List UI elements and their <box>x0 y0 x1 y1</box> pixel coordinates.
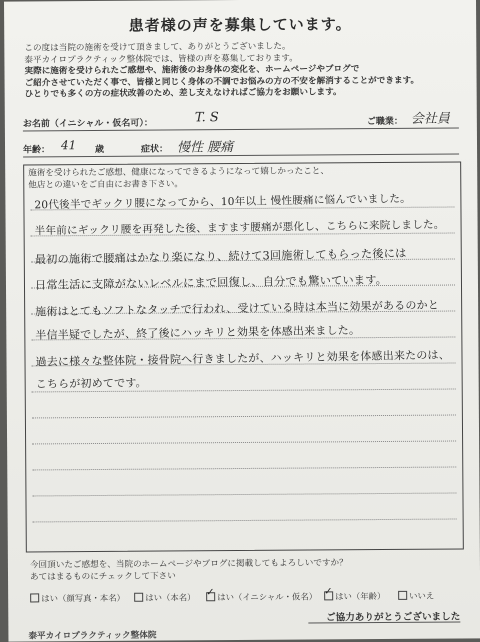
option-label: はい（本名） <box>145 592 196 603</box>
symptom-value: 慢性 腰痛 <box>176 140 234 156</box>
intro-line: ご紹介させていただく事で、皆様と同じく身体の不調でお悩みの方の不安を解消することができます。 <box>24 75 420 89</box>
intro-line: この度は当院の施術を受けて頂きまして、ありがとうございました。 <box>24 41 291 54</box>
age-unit: 歳 <box>95 144 105 156</box>
option-label: はい（イニシャル・仮名） <box>217 591 318 603</box>
ruled-line <box>32 441 456 445</box>
handwritten-line: こちらが初めてです。 <box>35 376 147 391</box>
intro-line: ひとりでも多くの方の症状改善のため、差し支えなければご協力をお願いします。 <box>24 87 342 100</box>
occupation-label: ご職業： <box>366 116 403 128</box>
handwritten-line: 半信半疑でしたが、終了後にハッキリと効果を体感出来ました。 <box>35 323 361 342</box>
age-value: 41 <box>60 138 77 153</box>
option-age[interactable] <box>324 590 385 602</box>
comment-box <box>23 161 464 552</box>
survey-sheet <box>4 0 480 642</box>
ruled-line <box>32 493 456 497</box>
handwritten-line: 20代後半でギックリ腰になってから、10年以上 慢性腰痛に悩んでいました。 <box>34 192 412 212</box>
consent-line: 今回頂いたご感想を、当院のホームページやブログに掲載してもよろしいですか？ <box>29 558 348 571</box>
checkbox[interactable] <box>30 593 39 602</box>
occupation-value: 会社員 <box>410 111 450 127</box>
age-label: 年齢： <box>23 145 51 156</box>
handwritten-line: 日常生活に支障がないレベルにまで回復し、自分でも驚いています。 <box>34 273 388 292</box>
intro-line: 実際に施術を受けられたご感想や、施術後のお身体の変化を、ホームページやブログで <box>24 64 360 77</box>
ruled-line <box>32 415 456 419</box>
option-no[interactable] <box>398 590 434 602</box>
name-label: お名前（イニシャル・仮名可）： <box>22 118 153 130</box>
checkbox-checked[interactable] <box>324 591 333 600</box>
thanks-text: ご協力ありがとうございました <box>325 611 461 624</box>
comment-prompt-line: 施術を受けられたご感想、健康になってできるようになって嬉しかったこと、 <box>28 166 330 179</box>
option-initial[interactable] <box>206 590 317 603</box>
footer-clinic-name: 泰平カイロプラクティック整体院 <box>28 630 157 642</box>
thanks-underline <box>308 621 460 623</box>
page-title: 患者様の声を募集しています。 <box>128 15 352 35</box>
age-underline <box>23 153 459 157</box>
checkbox-checked[interactable] <box>206 592 215 601</box>
handwritten-line: 過去に様々な整体院・接骨院へ行きましたが、ハッキリと効果を体感出来たのは、 <box>35 348 450 369</box>
name-value: T. S <box>194 110 219 126</box>
handwritten-line: 最初の施術で腰痛はかなり楽になり、続けて3回施術してもらった後には <box>34 246 407 267</box>
option-label: はい（顔写真・本名） <box>41 592 125 604</box>
name-row <box>23 110 459 131</box>
ruled-line <box>32 467 456 471</box>
option-photo-realname[interactable] <box>30 592 125 605</box>
option-realname[interactable] <box>134 591 195 603</box>
intro-line: 泰平カイロプラクティック整体院では、皆様の声を募集しております。 <box>24 53 298 66</box>
option-label: はい（年齢） <box>335 590 386 602</box>
handwritten-line: 半年前にギックリ腰を再発した後、ますます腰痛が悪化し、こちらに来院しました。 <box>34 218 445 238</box>
symptom-label: 症状： <box>141 144 169 155</box>
comment-prompt <box>28 166 329 191</box>
intro-text <box>24 40 464 101</box>
ruled-line <box>33 519 457 523</box>
age-row <box>23 136 459 157</box>
consent-question <box>30 557 348 583</box>
checkbox[interactable] <box>398 591 407 600</box>
option-label: いいえ <box>409 590 435 601</box>
consent-line: あてはまるものにチェックして下さい <box>29 571 176 583</box>
handwritten-line: 施術はとてもソフトなタッチで行われ、受けている時は本当に効果があるのかと <box>35 298 440 319</box>
checkbox[interactable] <box>134 593 143 602</box>
comment-prompt-line: 他店との違いをご自由にお書き下さい。 <box>28 178 184 190</box>
